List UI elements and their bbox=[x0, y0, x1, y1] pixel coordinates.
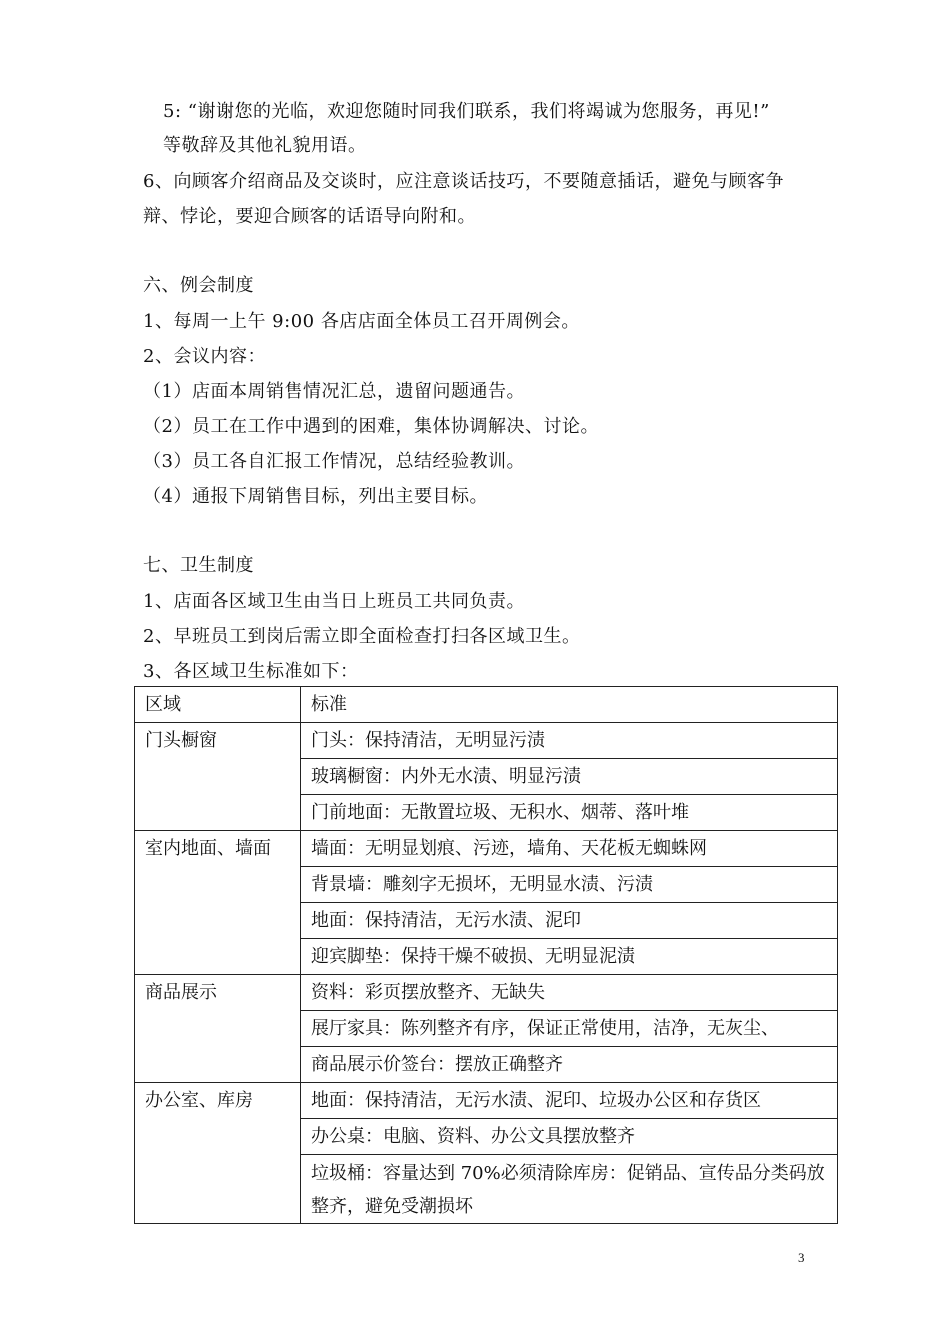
standard-cell: 办公桌：电脑、资料、办公文具摆放整齐 bbox=[301, 1119, 838, 1155]
section-6-title: 六、例会制度 bbox=[143, 275, 254, 296]
header-standard: 标准 bbox=[301, 687, 838, 723]
page-number: 3 bbox=[798, 1250, 805, 1265]
section-6-sub-1: （1）店面本周销售情况汇总，遗留问题通告。 bbox=[143, 381, 525, 402]
section-6-sub-2: （2）员工在工作中遇到的困难，集体协调解决、讨论。 bbox=[143, 416, 599, 437]
table-row bbox=[135, 975, 838, 1011]
area-cell: 室内地面、墙面 bbox=[135, 831, 301, 975]
standard-cell: 地面：保持清洁，无污水渍、泥印 bbox=[301, 903, 838, 939]
standard-cell: 墙面：无明显划痕、污迹，墙角、天花板无蜘蛛网 bbox=[301, 831, 838, 867]
table-header-row bbox=[135, 687, 838, 723]
section-6-sub-3: （3）员工各自汇报工作情况，总结经验教训。 bbox=[143, 451, 525, 472]
standard-cell: 迎宾脚垫：保持干燥不破损、无明显泥渍 bbox=[301, 939, 838, 975]
area-cell: 商品展示 bbox=[135, 975, 301, 1083]
paragraph-5-line-2: 等敬辞及其他礼貌用语。 bbox=[163, 135, 367, 156]
standard-cell: 门前地面：无散置垃圾、无积水、烟蒂、落叶堆 bbox=[301, 795, 838, 831]
standard-cell: 资料：彩页摆放整齐、无缺失 bbox=[301, 975, 838, 1011]
paragraph-6-line-1: 6、向顾客介绍商品及交谈时，应注意谈话技巧，不要随意插话，避免与顾客争 bbox=[143, 171, 784, 192]
header-area: 区域 bbox=[135, 687, 301, 723]
paragraph-6-line-2: 辩、悖论，要迎合顾客的话语导向附和。 bbox=[143, 206, 476, 227]
section-7-title: 七、卫生制度 bbox=[143, 555, 254, 576]
standard-cell: 背景墙：雕刻字无损坏，无明显水渍、污渍 bbox=[301, 867, 838, 903]
paragraph-5-line-1: 5: “谢谢您的光临，欢迎您随时同我们联系，我们将竭诚为您服务，再见!” bbox=[163, 101, 770, 122]
section-7-item-3: 3、各区域卫生标准如下： bbox=[143, 661, 359, 682]
section-7-item-1: 1、店面各区域卫生由当日上班员工共同负责。 bbox=[143, 591, 525, 612]
section-6-item-2: 2、会议内容： bbox=[143, 346, 266, 367]
standard-cell: 展厅家具：陈列整齐有序，保证正常使用，洁净，无灰尘、 bbox=[301, 1011, 838, 1047]
table-row bbox=[135, 1083, 838, 1119]
standard-cell: 门头：保持清洁，无明显污渍 bbox=[301, 723, 838, 759]
table-row bbox=[135, 723, 838, 759]
standard-cell: 商品展示价签台：摆放正确整齐 bbox=[301, 1047, 838, 1083]
hygiene-standards-table bbox=[134, 686, 838, 1224]
standard-cell: 地面：保持清洁，无污水渍、泥印、垃圾办公区和存货区 bbox=[301, 1083, 838, 1119]
area-cell: 门头橱窗 bbox=[135, 723, 301, 831]
area-cell: 办公室、库房 bbox=[135, 1083, 301, 1224]
section-6-item-1: 1、每周一上午 9:00 各店店面全体员工召开周例会。 bbox=[143, 311, 580, 332]
standard-cell: 垃圾桶：容量达到 70%必须清除库房：促销品、宣传品分类码放整齐，避免受潮损坏 bbox=[301, 1155, 838, 1224]
table-row bbox=[135, 831, 838, 867]
section-6-sub-4: （4）通报下周销售目标，列出主要目标。 bbox=[143, 486, 488, 507]
standard-cell: 玻璃橱窗：内外无水渍、明显污渍 bbox=[301, 759, 838, 795]
section-7-item-2: 2、早班员工到岗后需立即全面检查打扫各区域卫生。 bbox=[143, 626, 581, 647]
